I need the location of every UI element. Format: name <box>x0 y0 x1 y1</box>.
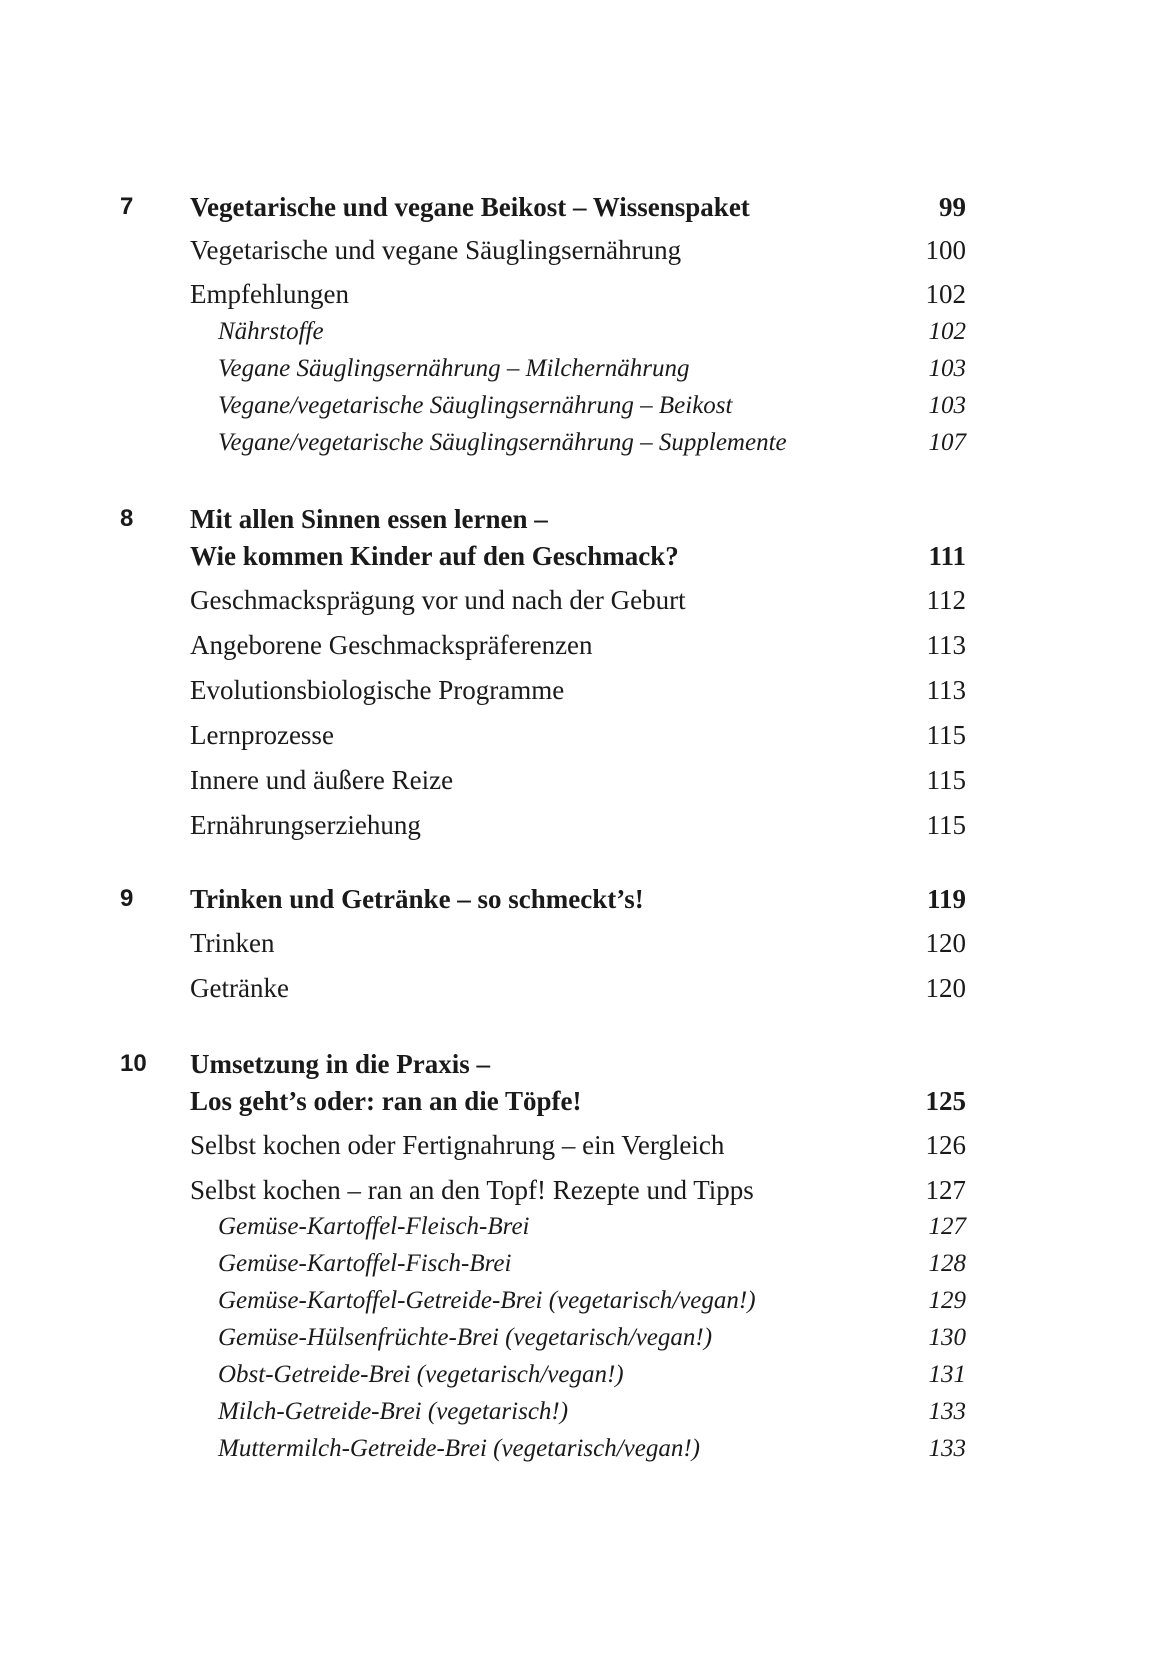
toc-subentry <box>0 1283 1166 1319</box>
toc-entry <box>0 762 1166 798</box>
entry-page: 129 <box>928 1287 966 1314</box>
chapter-heading <box>0 881 1166 917</box>
entry-page: 133 <box>928 1435 966 1462</box>
chapter-heading-continued <box>0 1083 1166 1119</box>
entry-page: 107 <box>928 429 966 456</box>
entry-title: Lernprozesse <box>190 720 334 750</box>
entry-title: Gemüse-Kartoffel-Getreide-Brei (vegetarisch/vegan!) <box>218 1287 756 1314</box>
entry-page: 126 <box>925 1130 966 1160</box>
entry-page: 103 <box>928 355 966 382</box>
entry-title: Selbst kochen – ran an den Topf! Rezepte und Tipps <box>190 1175 754 1205</box>
toc-subentry <box>0 1394 1166 1430</box>
entry-title: Nährstoffe <box>218 318 324 345</box>
entry-page: 127 <box>928 1213 966 1240</box>
entry-page: 120 <box>925 928 966 958</box>
chapter-heading <box>0 189 1166 225</box>
chapter-title: Mit allen Sinnen essen lernen – <box>190 504 548 534</box>
entry-page: 100 <box>925 235 966 265</box>
entry-title: Getränke <box>190 973 289 1003</box>
entry-title: Muttermilch-Getreide-Brei (vegetarisch/vegan!) <box>218 1435 700 1462</box>
toc-entry <box>0 276 1166 312</box>
toc-entry <box>0 807 1166 843</box>
toc-subentry <box>0 314 1166 350</box>
entry-title: Gemüse-Kartoffel-Fleisch-Brei <box>218 1213 530 1240</box>
entry-page: 113 <box>926 630 966 660</box>
entry-title: Innere und äußere Reize <box>190 765 454 795</box>
entry-page: 120 <box>925 973 966 1003</box>
entry-page: 112 <box>926 585 966 615</box>
entry-page: 115 <box>926 810 966 840</box>
toc-entry <box>0 717 1166 753</box>
chapter-heading-continued <box>0 538 1166 574</box>
toc-entry <box>0 970 1166 1006</box>
toc-subentry <box>0 1357 1166 1393</box>
chapter-title: Los geht’s oder: ran an die Töpfe! <box>190 1086 582 1116</box>
toc-subentry <box>0 1209 1166 1245</box>
entry-page: 102 <box>925 279 966 309</box>
entry-title: Selbst kochen oder Fertignahrung – ein Vergleich <box>190 1130 725 1160</box>
entry-page: 130 <box>928 1324 966 1351</box>
entry-title: Vegetarische und vegane Säuglingsernährung <box>190 235 682 265</box>
toc-subentry <box>0 1320 1166 1356</box>
toc-entry <box>0 1127 1166 1163</box>
entry-page: 131 <box>928 1361 966 1388</box>
toc-entry <box>0 582 1166 618</box>
chapter-page: 111 <box>928 541 966 571</box>
chapter-heading <box>0 1046 1166 1082</box>
entry-title: Vegane/vegetarische Säuglingsernährung – Supplemente <box>218 429 787 456</box>
entry-page: 128 <box>928 1250 966 1277</box>
toc-subentry <box>0 351 1166 387</box>
entry-page: 127 <box>925 1175 966 1205</box>
toc-entry <box>0 232 1166 268</box>
entry-page: 115 <box>926 765 966 795</box>
chapter-page: 125 <box>925 1086 966 1116</box>
entry-page: 133 <box>928 1398 966 1425</box>
entry-title: Milch-Getreide-Brei (vegetarisch!) <box>218 1398 569 1425</box>
toc-subentry <box>0 1431 1166 1467</box>
entry-title: Gemüse-Kartoffel-Fisch-Brei <box>218 1250 512 1277</box>
chapter-page: 99 <box>939 192 966 222</box>
chapter-heading <box>0 501 1166 537</box>
toc-subentry <box>0 1246 1166 1282</box>
chapter-number: 9 <box>120 885 134 912</box>
entry-title: Ernährungserziehung <box>190 810 421 840</box>
toc-entry <box>0 672 1166 708</box>
toc-entry <box>0 925 1166 961</box>
entry-page: 115 <box>926 720 966 750</box>
toc-subentry <box>0 425 1166 461</box>
chapter-title: Vegetarische und vegane Beikost – Wissenspaket <box>190 192 750 222</box>
entry-title: Obst-Getreide-Brei (vegetarisch/vegan!) <box>218 1361 624 1388</box>
chapter-title: Trinken und Getränke – so schmeckt’s! <box>190 884 644 914</box>
chapter-page: 119 <box>926 884 966 914</box>
toc-subentry <box>0 388 1166 424</box>
entry-page: 102 <box>928 318 966 345</box>
entry-title: Empfehlungen <box>190 279 349 309</box>
chapter-number: 8 <box>120 505 134 532</box>
chapter-title: Wie kommen Kinder auf den Geschmack? <box>190 541 679 571</box>
entry-page: 113 <box>926 675 966 705</box>
entry-page: 103 <box>928 392 966 419</box>
chapter-number: 10 <box>120 1050 147 1077</box>
entry-title: Gemüse-Hülsenfrüchte-Brei (vegetarisch/vegan!) <box>218 1324 713 1351</box>
toc-entry <box>0 1172 1166 1208</box>
entry-title: Trinken <box>190 928 275 958</box>
entry-title: Vegane Säuglingsernährung – Milchernährung <box>218 355 690 382</box>
entry-title: Angeborene Geschmackspräferenzen <box>190 630 593 660</box>
entry-title: Evolutionsbiologische Programme <box>190 675 565 705</box>
chapter-title: Umsetzung in die Praxis – <box>190 1049 490 1079</box>
chapter-number: 7 <box>120 193 134 220</box>
entry-title: Vegane/vegetarische Säuglingsernährung – Beikost <box>218 392 733 419</box>
toc-entry <box>0 627 1166 663</box>
entry-title: Geschmacksprägung vor und nach der Geburt <box>190 585 686 615</box>
